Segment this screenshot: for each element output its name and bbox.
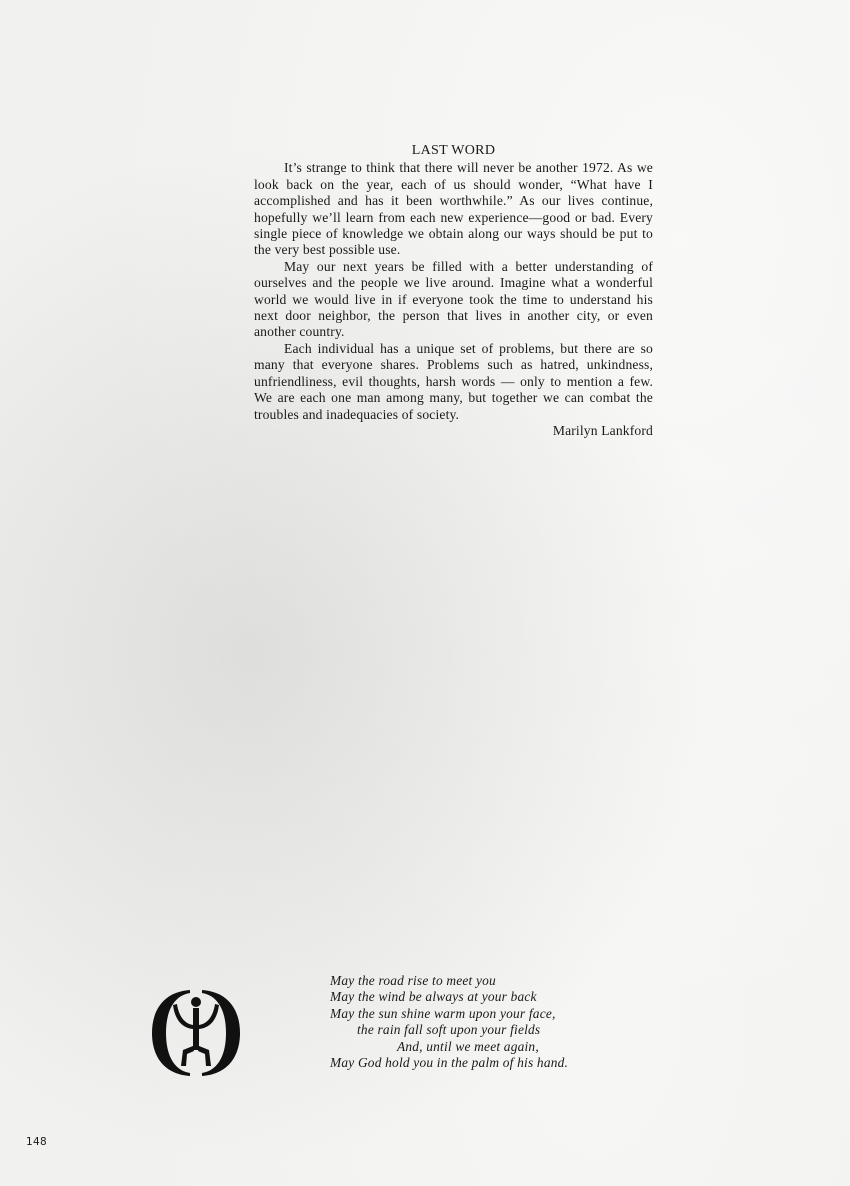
poem-line-5: And, until we meet again, — [397, 1038, 539, 1054]
page-number: 148 — [26, 1136, 47, 1148]
poem-line-2: May the wind be always at your back — [330, 989, 537, 1005]
figure-in-circle-emblem-icon — [150, 988, 242, 1078]
poem-line-6: May God hold you in the palm of his hand. — [330, 1055, 569, 1071]
blessing-poem — [330, 973, 630, 1071]
article-paragraph-2: May our next years be filled with a better understanding of ourselves and the people we live around. Imagine what a wonderful world we would live in if everyone took the time to understand his next door neighbor, the person that lives in another city, or even another country. — [254, 258, 653, 340]
article-paragraph-1: It’s strange to think that there will never be another 1972. As we look back on the year, each of us should wonder, “What have I accomplished and has it been worthwhile.” As our lives continue, hopefully we’ll learn from each new experience—good or bad. Every single piece of knowledge we obtain along our ways should be put to the very best possible use. — [254, 160, 653, 258]
poem-line-1: May the road rise to meet you — [330, 973, 496, 988]
last-word-article — [254, 143, 653, 439]
article-title: LAST WORD — [411, 143, 496, 158]
poem-line-3: May the sun shine warm upon your face, — [330, 1005, 556, 1021]
poem-line-4: the rain fall soft upon your fields — [357, 1022, 541, 1038]
author-signature: Marilyn Lankford — [552, 422, 653, 438]
article-paragraph-3: Each individual has a unique set of problems, but there are so many that everyone shares. Problems such as hatred, unkindness, unfriendliness, evil thoughts, harsh words — only to mention a few. We are each one man among many, but together we can combat the troubles and inadequacies of society. — [254, 340, 653, 422]
